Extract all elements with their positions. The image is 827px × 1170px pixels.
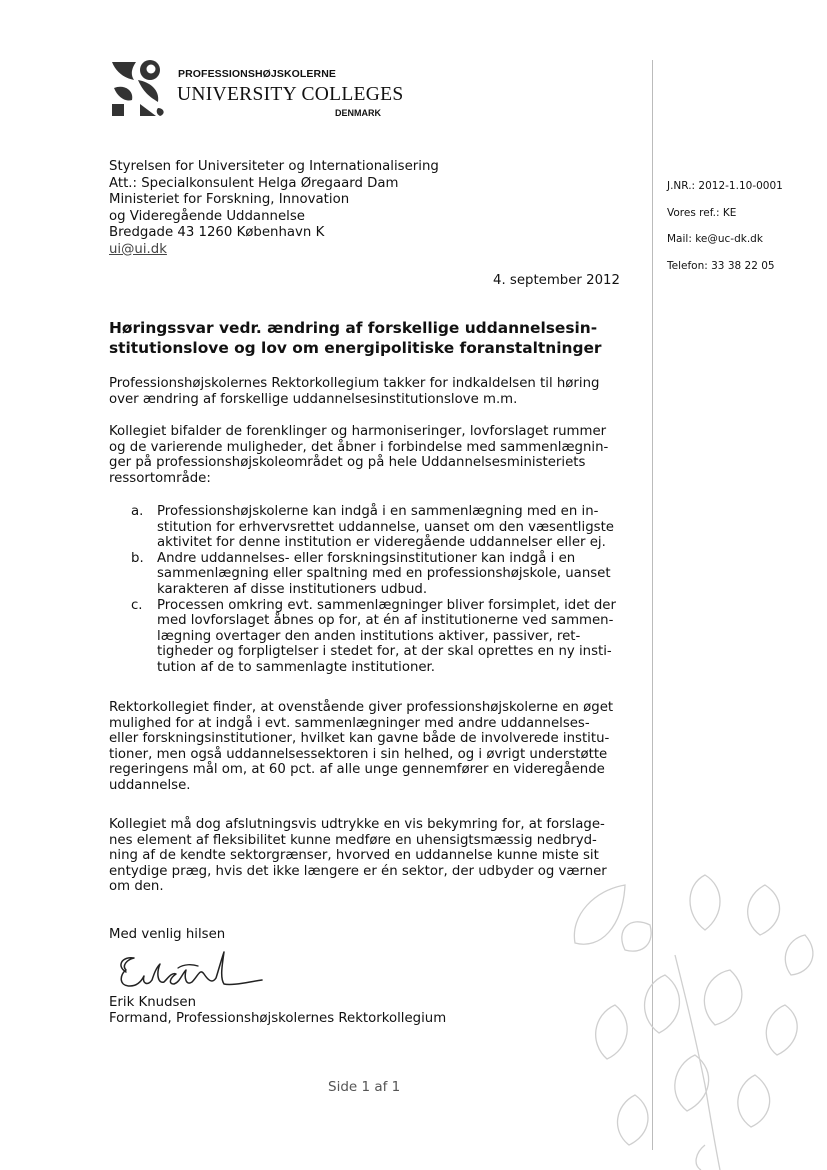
paragraph-line: ger på professionshøjskoleområdet og på hele Uddannelsesministeriets [109,455,586,471]
list-marker: a. [131,504,144,519]
contact-mail: Mail: ke@uc-dk.dk [667,233,763,245]
letter-heading [109,318,629,358]
heading-line: stitutionslove og lov om energipolitiske foranstaltninger [109,339,602,357]
handwritten-signature [112,944,264,998]
list-line: stitution for erhvervsrettet uddannelse, uanset om den væsentligste [157,519,614,535]
list-item [131,504,616,551]
letterhead-org-small: PROFESSIONSHØJSKOLERNE [178,68,336,80]
paragraph-line: mulighed for at indgå i evt. sammenlægninger med andre uddannelses- [109,715,590,731]
paragraph-line: tioner, men også uddannelsessektoren i sin helhed, og i øvrigt understøtte [109,746,608,762]
list-marker: b. [131,550,144,566]
page-number: Side 1 af 1 [328,1079,401,1095]
paragraph-line: regeringens mål om, at 60 pct. af alle unge gennemfører en videregående [109,762,605,778]
recipient-address [109,159,439,258]
list-item [131,598,616,676]
recipient-line: og Videregående Uddannelse [109,208,305,224]
list-line: aktivitet for denne institution er videregående uddannelser eller ej. [157,535,606,551]
paragraph-line: Kollegiet må dog afslutningsvis udtrykke en vis bekymring for, at forslage- [109,817,605,832]
paragraph-1 [109,376,599,407]
paragraph-2 [109,424,608,486]
paragraph-line: Professionshøjskolernes Rektorkollegium takker for indkaldelsen til høring [109,376,600,391]
university-colleges-logo-icon [110,58,168,118]
closing-greeting: Med venlig hilsen [109,927,226,942]
signer-block [109,995,446,1026]
paragraph-line: entydige præg, hvis det ikke længere er én sektor, der udbyder og værner [109,863,607,879]
paragraph-line: nes element af fleksibilitet kunne medføre en uhensigtsmæssig nedbryd- [109,832,597,848]
paragraph-line: uddannelse. [109,777,191,793]
list-line: Andre uddannelses- eller forskningsinstitutioner kan indgå i en [157,550,576,566]
recipient-line: Bredgade 43 1260 København K [109,225,325,240]
contact-phone: Telefon: 33 38 22 05 [667,259,775,272]
list-line: lægning overtager den anden institutions aktiver, passiver, ret- [157,628,581,644]
journal-number: J.NR.: 2012-1.10-0001 [667,180,783,192]
letterhead-country: DENMARK [335,108,381,118]
recipient-email-link[interactable]: ui@ui.dk [109,241,167,257]
paragraph-3 [109,700,613,794]
signer-name: Erik Knudsen [109,995,197,1010]
list-line: Processen omkring evt. sammenlægninger bliver forsimplet, idet der [157,597,616,613]
signer-title: Formand, Professionshøjskolernes Rektorkollegium [109,1010,447,1026]
paragraph-line: ning af de kendte sektorgrænser, hvorved en uddannelse kunne miste sit [109,848,599,864]
paragraph-4 [109,817,607,895]
ordered-list [131,504,616,676]
recipient-line: Styrelsen for Universiteter og Internationalisering [109,159,439,174]
paragraph-line: Rektorkollegiet finder, at ovenstående giver professionshøjskolerne en øget [109,700,614,715]
list-line: med lovforslaget åbnes op for, at én af institutionerne ved sammen- [157,613,614,629]
heading-line: Høringssvar vedr. ændring af forskellige uddannelsesin- [109,319,598,337]
paragraph-line: ressortområde: [109,470,211,486]
list-line: tution af de to sammenlagte institutioner. [157,659,436,675]
paragraph-line: eller forskningsinstitutioner, hvilket kan gavne både de involverede institu- [109,731,610,747]
letter-date: 4. september 2012 [493,273,620,288]
list-line: karakteren af disse institutioners udbud. [157,581,428,597]
paragraph-line: om den. [109,879,164,895]
recipient-line: Ministeriet for Forskning, Innovation [109,192,350,207]
paragraph-line: Kollegiet bifalder de forenklinger og harmoniseringer, lovforslaget rummer [109,424,607,439]
paragraph-line: og de varierende muligheder, det åbner i forbindelse med sammenlægnin- [109,439,609,455]
list-line: Professionshøjskolerne kan indgå i en sammenlægning med en in- [157,504,599,519]
list-item [131,551,616,598]
list-marker: c. [131,597,143,613]
reference-sidebar [667,173,783,279]
paragraph-line: over ændring af forskellige uddannelsesinstitutionslove m.m. [109,391,518,407]
list-line: tigheder og forpligtelser i stedet for, at der skal oprettes en ny insti- [157,644,612,660]
list-line: sammenlægning eller spaltning med en professionshøjskole, uanset [157,566,611,582]
decorative-leaf-ornament [555,855,827,1170]
letterhead-org-big: UNIVERSITY COLLEGES [177,84,404,105]
our-reference: Vores ref.: KE [667,206,737,219]
recipient-line: Att.: Specialkonsulent Helga Øregaard Dam [109,175,399,191]
